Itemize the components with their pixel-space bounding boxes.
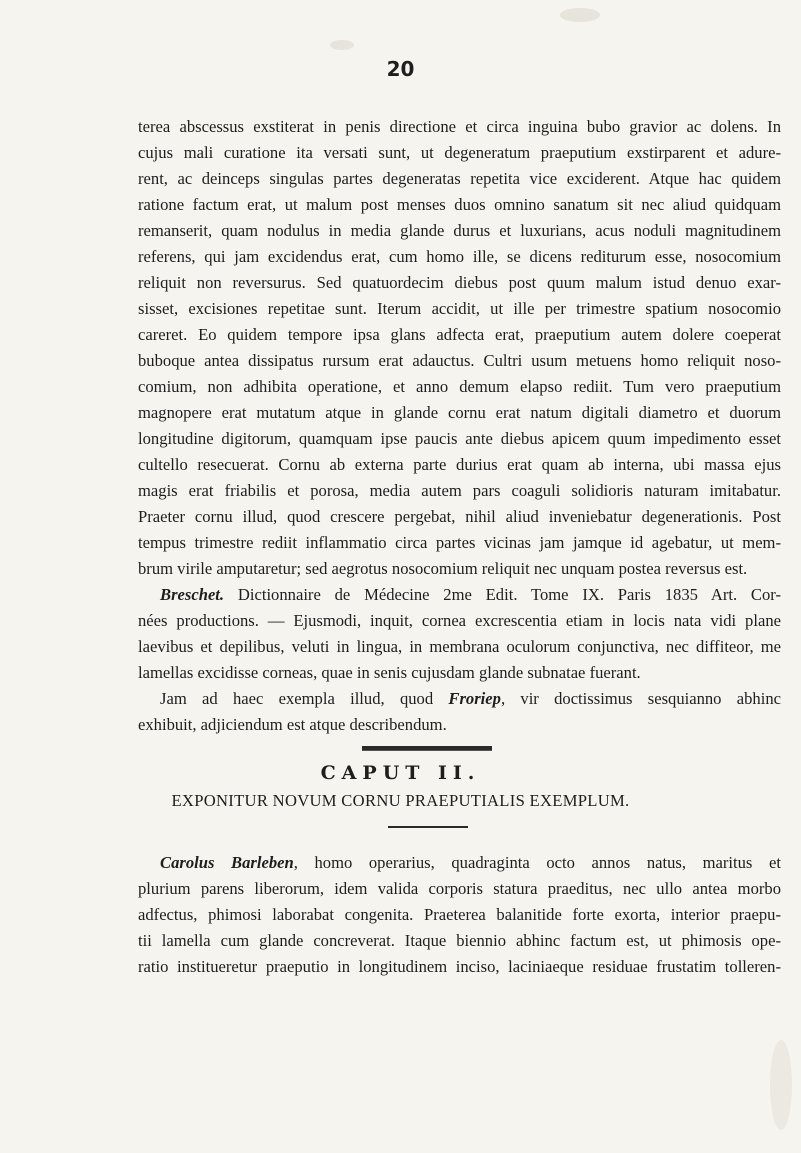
text-line: ratio institueretur praeputio in longitudinem inciso, laciniaeque residuae frustatim tolleren-	[138, 957, 781, 976]
paper-stain	[330, 40, 354, 50]
ornamental-rule	[388, 826, 468, 828]
text-line: referens, qui jam excidendus erat, cum homo ille, se dicens rediturum esse, nosocomium	[138, 247, 781, 266]
text-line: buboque antea dissipatus rursum erat adauctus. Cultri usum metuens homo reliquit noso-	[138, 351, 781, 370]
text-line: brum virile amputaretur; sed aegrotus nosocomium reliquit nec unquam postea reversus est.	[138, 559, 748, 578]
text-line: cujus mali curatione ita versati sunt, ut degeneratum praeputium exstirparent et adure-	[138, 143, 781, 162]
text-line: careret. Eo quidem tempore ipsa glans adfecta erat, praeputium autem dolere coeperat	[138, 325, 781, 344]
text-line: magnopere erat mutatum atque in glande cornu erat natum digitali diametro et duorum	[138, 403, 781, 422]
text-line: remanserit, quam nodulus in media glande durus et luxurians, acus noduli magnitudinem	[138, 221, 781, 240]
text-line: laevibus et depilibus, veluti in lingua, in membrana oculorum conjunctiva, nec diffiteor, me	[138, 637, 781, 656]
text-line: sisset, excisiones repetitae sunt. Iterum accidit, ut ille per trimestre spatium nosocomio	[138, 299, 781, 318]
text-line: nées productions. — Ejusmodi, inquit, cornea excrescentia etiam in locis nata vidi plane	[138, 611, 781, 630]
paper-stain	[770, 1040, 792, 1130]
chapter-heading: CAPUT II.	[320, 762, 481, 784]
text-line: tii lamella cum glande concreverat. Itaque biennio abhinc factum est, ut phimosis ope-	[138, 931, 781, 950]
page-number: 20	[386, 57, 415, 81]
text-line: lamellas excidisse corneas, quae in senis cujusdam glande subnatae fuerant.	[138, 663, 641, 682]
text-line: tempus trimestre rediit inflammatio circa partes vicinas jam jamque id agebatur, ut mem-	[138, 533, 781, 552]
ornamental-rule	[362, 746, 492, 751]
text-line: plurium parens liberorum, idem valida corporis statura praeditus, nec ullo antea morbo	[138, 879, 781, 898]
text-line	[160, 686, 781, 712]
chapter-subtitle: EXPONITUR NOVUM CORNU PRAEPUTIALIS EXEMPLUM.	[171, 791, 630, 810]
line-text: , homo operarius, quadraginta octo annos natus, maritus et	[293, 853, 781, 872]
author-name: Froriep	[448, 689, 501, 708]
text-line	[160, 850, 781, 876]
author-name: Breschet.	[160, 585, 225, 604]
text-line: cultello resecuerat. Cornu ab externa parte durius erat quam ab interna, ubi massa ejus	[138, 455, 781, 474]
paper-stain	[560, 8, 600, 22]
text-line: exhibuit, adjiciendum est atque describendum.	[138, 715, 447, 734]
text-line: Praeter cornu illud, quod crescere pergebat, nihil aliud inveniebatur degenerationis. Post	[138, 507, 781, 526]
text-line: adfectus, phimosi laborabat congenita. Praeterea balanitide forte exorta, interior praepu-	[138, 905, 781, 924]
line-text: , vir doctissimus sesquianno abhinc	[500, 689, 781, 708]
line-text: Dictionnaire de Médecine 2me Edit. Tome IX. Paris 1835 Art. Cor-	[224, 585, 781, 604]
text-line: rent, ac deinceps singulas partes degeneratas repetita vice exciderent. Atque hac quidem	[138, 169, 781, 188]
text-line: terea abscessus exstiterat in penis directione et circa inguina bubo gravior ac dolens. In	[138, 117, 781, 136]
text-line: reliquit non reversurus. Sed quatuordecim diebus post quum malum istud denuo exar-	[138, 273, 781, 292]
text-line: comium, non adhibita operatione, et anno demum elapso rediit. Tum vero praeputium	[138, 377, 781, 396]
text-line: ratione factum erat, ut malum post menses duos omnino sanatum sit nec aliud quidquam	[138, 195, 781, 214]
text-line: longitudine digitorum, quamquam ipse paucis ante diebus apicem quum impedimento esset	[138, 429, 781, 448]
text-line: magis erat friabilis et porosa, media autem pars coaguli solidioris naturam imitabatur.	[138, 481, 781, 500]
author-name: Carolus Barleben	[160, 853, 294, 872]
text-line	[160, 582, 781, 608]
line-text: Jam ad haec exempla illud, quod	[160, 689, 449, 708]
